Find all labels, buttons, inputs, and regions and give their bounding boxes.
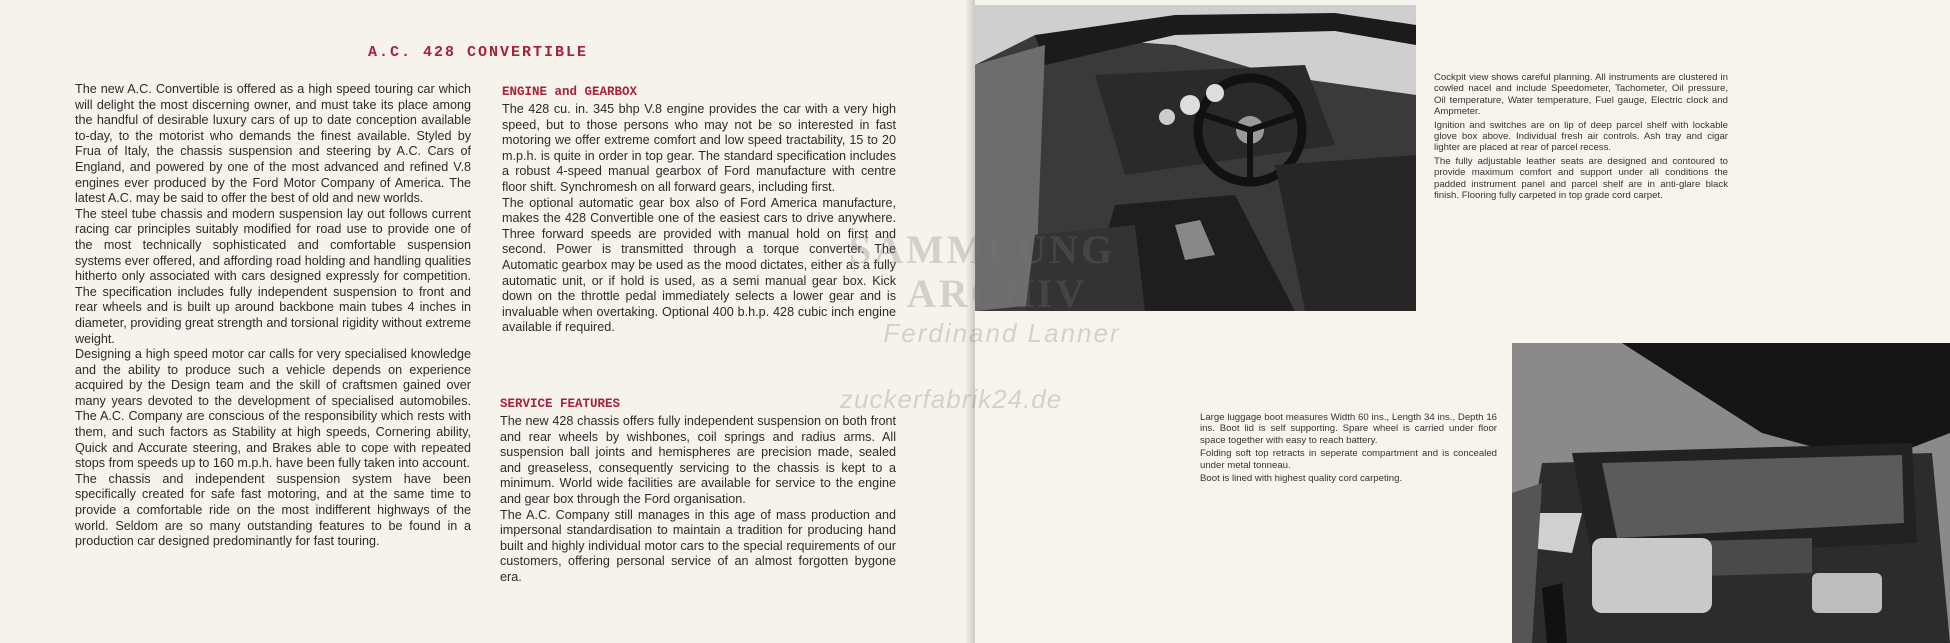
engine-paragraph: The 428 cu. in. 345 bhp V.8 engine provides the car with a very high speed, but to those persons who may not be so interested in fast motoring we offer extreme comfort and low speed tractability, 15 to 20 m.p.h. is quite in order in top gear. The standard specification includes a robust 4-speed manual gearbox of Ford manufacture with centre floor shift. Synchromesh on all forward gears, including first.: [502, 102, 896, 194]
intro-paragraph: The steel tube chassis and modern suspension lay out follows current racing car principles suitably modified for road use to provide one of the most technically sophisticated and comfortable suspension systems ever offered, and affording road holding and handling qualities hitherto only associated with cars designed expressly for competition. The specification includes fully independent suspension to front and rear wheels and is built up around backbone main tubes 4 inches in diameter, providing great strength and torsional rigidity without extreme weight.: [75, 206, 471, 346]
engine-heading: ENGINE and GEARBOX: [502, 85, 638, 99]
intro-paragraph: The new A.C. Convertible is offered as a high speed touring car which will delight the most discerning owner, and must take its place among the handful of desirable luxury cars of up to date conception available to-day, to the motorist who demands the finest available. Styled by Frua of Italy, the chassis suspension and steering by A.C. Cars of England, and powered by one of the most advanced and refined V.8 engines ever produced by the Ford Motor Company of America. The latest A.C. may be said to offer the best of old and new worlds.: [75, 82, 471, 206]
service-paragraph: The A.C. Company still manages in this age of mass production and impersonal standardisation to maintain a tradition for producing hand built and highly individual motor cars to the special requirements of our customers, offering personal service of an almost forgotten bygone era.: [500, 507, 896, 584]
engine-paragraph: The optional automatic gear box also of Ford America manufacture, makes the 428 Convertible one of the easiest cars to drive anywhere. Three forward speeds are provided with manual hold on first and second. Power is transmitted through a torque converter. The Automatic gearbox may be used as the mood dictates, either as a fully automatic unit, or if hold is used, as a semi manual gear box. Kick down on the throttle pedal immediately selects a lower gear and is invaluable when overtaking. Optional 400 b.h.p. 428 cubic inch engine available if required.: [502, 195, 896, 335]
service-paragraph: The new 428 chassis offers fully independent suspension on both front and rear wheels by wishbones, coil springs and radius arms. All suspension ball joints and hemispheres are precision made, sealed and greaseless, consequently servicing to the chassis is kept to a minimum. World wide facilities are available for service to the engine and gear box through the Ford organisation.: [500, 414, 896, 506]
cockpit-caption: [1434, 72, 1728, 203]
intro-column: [75, 82, 471, 550]
caption-paragraph: Folding soft top retracts in seperate compartment and is concealed under metal tonneau.: [1200, 448, 1497, 471]
caption-paragraph: Ignition and switches are on lip of deep parcel shelf with lockable glove box above. Individual fresh air controls. Ash tray and cigar lighter are placed at rear of parcel recess.: [1434, 119, 1728, 154]
luggage-boot-photo: [1512, 343, 1950, 643]
left-page: [0, 0, 972, 643]
caption-paragraph: The fully adjustable leather seats are designed and contoured to provide maximum comfort and support under all conditions the padded instrument panel and parcel shelf are in anti-glare black finish. Flooring fully carpeted in top grade cord carpet.: [1434, 155, 1728, 202]
watermark-line: SAMMLUNG: [848, 227, 1116, 272]
watermark-line: ARCHIV: [906, 271, 1088, 316]
service-heading: SERVICE FEATURES: [500, 397, 621, 411]
page-title: A.C. 428 CONVERTIBLE: [368, 44, 589, 61]
caption-paragraph: Boot is lined with highest quality cord carpeting.: [1200, 473, 1403, 485]
archive-watermark: [832, 228, 1132, 350]
caption-paragraph: Large luggage boot measures Width 60 ins., Length 34 ins., Depth 16 ins. Boot lid is self supporting. Spare wheel is carried under floor space together with easy to reach battery.: [1200, 412, 1497, 446]
service-column: [500, 414, 896, 586]
intro-paragraph: Designing a high speed motor car calls for very specialised knowledge and the ability to produce such a vehicle depends on experience acquired by the Design team and the skill of craftsmen gained over many years devoted to the development of specialised automobiles. The A.C. Company are conscious of the responsibility which rests with them, and such factors as Stability at high speeds, Cornering ability, Quick and Accurate steering, and Brakes able to cope with repeated stops from speeds up to 160 m.p.h. have been fully taken into account.: [75, 347, 471, 471]
watermark-url: zuckerfabrik24.de: [840, 384, 1063, 414]
watermark-line: Ferdinand Lanner: [883, 318, 1121, 348]
boot-caption: [1200, 412, 1497, 486]
caption-paragraph: Cockpit view shows careful planning. All instruments are clustered in cowled nacel and include Speedometer, Tachometer, Oil pressure, Oil temperature, Water temperature, Fuel gauge, Electric clock and Ampmeter.: [1434, 72, 1728, 118]
intro-paragraph: The chassis and independent suspension system have been specifically created for safe fast motoring, and at the same time to provide a comfortable ride on the most indifferent highways of the world. Seldom are so many outstanding features to be found in a production car designed predominantly for fast touring.: [75, 471, 471, 549]
